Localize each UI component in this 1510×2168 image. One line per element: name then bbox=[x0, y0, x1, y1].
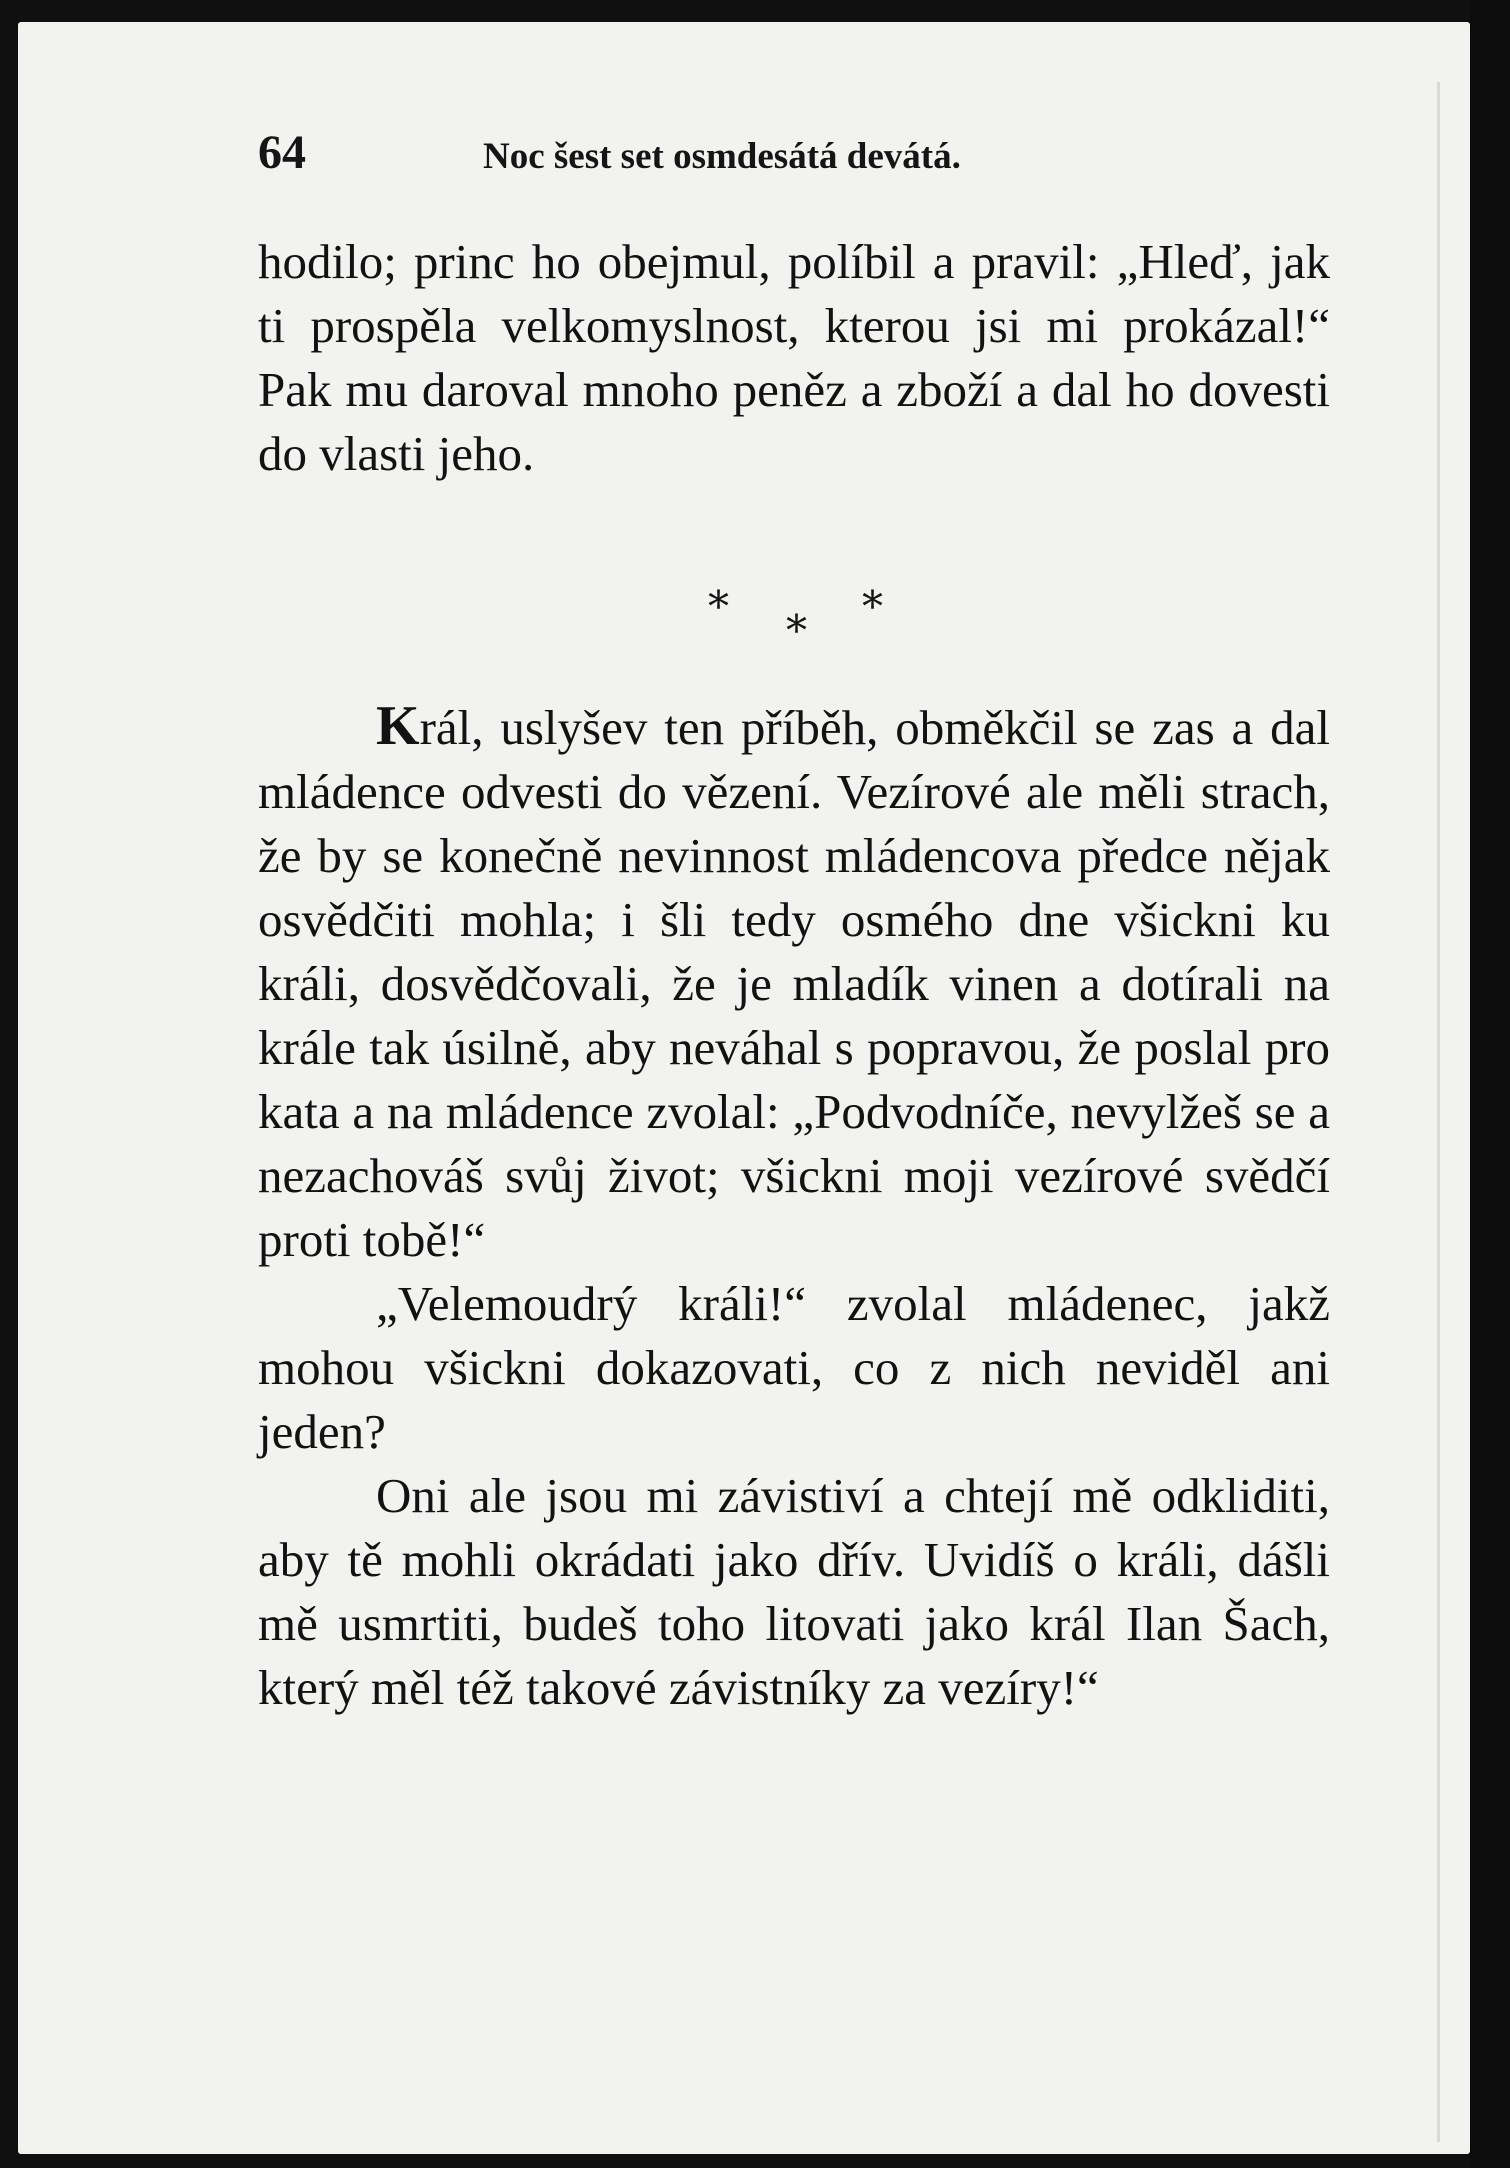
paragraph-king-story bbox=[258, 694, 1330, 1272]
separator-asterisk: * bbox=[786, 606, 807, 655]
separator-asterisk: * bbox=[862, 582, 883, 631]
gutter-edge bbox=[1437, 82, 1440, 2142]
paragraph-youth-warning: Oni ale jsou mi závistiví a chtejí mě odkliditi, aby tě mohli okrádati jako dřív. Uvidíš o králi, dášli mě usmrtiti, budeš toho litovati jako král Ilan Šach, který měl též takové závistníky za vezíry!“ bbox=[258, 1468, 1330, 1715]
drop-cap: K bbox=[376, 695, 420, 757]
page-header bbox=[240, 125, 1300, 185]
text-block-main bbox=[258, 694, 1330, 1720]
paragraph-text: rál, uslyšev ten příběh, obměkčil se zas a dal mládence odvesti do vězení. Vezírové ale měli strach, že by se konečně nevinnost mládencova předce nějak osvědčiti mohla; i šli tedy osmého dne všickni ku králi, dosvědčovali, že je mladík vinen a dotírali na krále tak úsilně, aby neváhal s popravou, že poslal pro kata a na mládence zvolal: „Podvodníče, nevylžeš se a nezachováš svůj život; všickni moji vezírové svědčí proti tobě!“ bbox=[258, 700, 1330, 1267]
text-block-top bbox=[258, 230, 1330, 486]
paragraph-youth-reply: „Velemoudrý králi!“ zvolal mládenec, jakž mohou všickni dokazovati, co z nich neviděl ani jeden? bbox=[258, 1276, 1330, 1459]
page-number: 64 bbox=[258, 126, 306, 179]
running-title: Noc šest set osmdesátá devátá. bbox=[483, 136, 961, 177]
book-spine-shadow bbox=[1470, 0, 1510, 2168]
separator-asterisk: * bbox=[708, 582, 729, 631]
paragraph-continuation: hodilo; princ ho obejmul, políbil a pravil: „Hleď, jak ti prospěla velkomyslnost, kterou jsi mi prokázal!“ Pak mu daroval mnoho peněz a zboží a dal ho dovesti do vlasti jeho. bbox=[258, 234, 1330, 481]
section-separator bbox=[690, 582, 910, 672]
